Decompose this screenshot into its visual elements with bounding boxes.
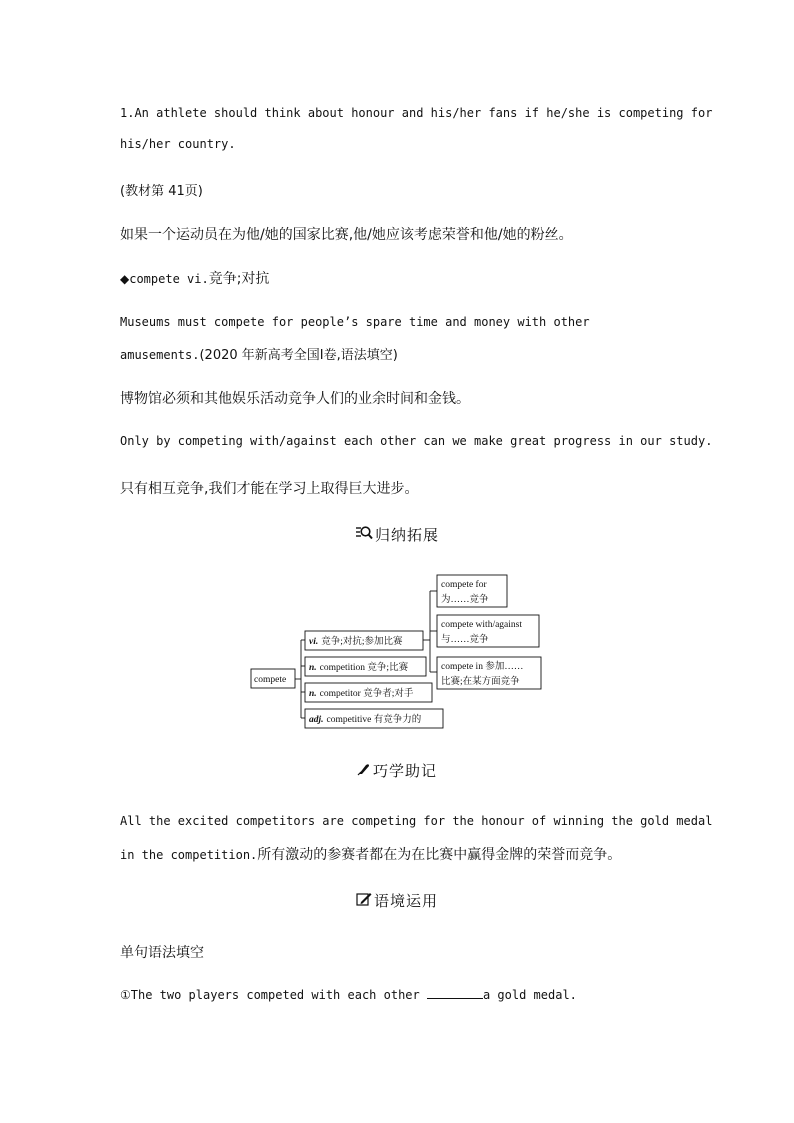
exercise-heading: 单句语法填空 (120, 945, 204, 961)
question-1-suffix: a gold medal. (482, 988, 577, 1002)
source-note: (教材第 41页) (120, 184, 203, 199)
diagram-branch-2: n. competition 竞争;比赛 (309, 663, 409, 673)
diagram-branch-4: adj. competitive 有竞争力的 (309, 715, 422, 725)
vocab-entry (120, 268, 269, 288)
diagram-sub-1-line2: 为……竞争 (441, 595, 489, 605)
diagram-root: compete (254, 675, 287, 685)
section-heading-memory (0, 760, 794, 781)
example-sentence-2-line1: Museums must compete for people’s spare time and money with other (120, 315, 590, 329)
diamond-bullet-icon: ◆ (120, 272, 130, 286)
example-sentence-3: Only by competing with/against each other can we make great progress in our study. (120, 434, 713, 448)
diagram-sub-3-line2: 比赛;在某方面竞争 (441, 677, 520, 687)
section-title-summary: 归纳拓展 (374, 526, 439, 544)
translation-3: 只有相互竞争,我们才能在学习上取得巨大进步。 (120, 481, 419, 497)
exam-source: (2020 年新高考全国Ⅰ卷,语法填空) (199, 348, 398, 363)
section-title-practice: 语境运用 (373, 892, 438, 910)
diagram-branch-3: n. competitor 竞争者;对手 (309, 689, 414, 699)
translation-1: 如果一个运动员在为他/她的国家比赛,他/她应该考虑荣誉和他/她的粉丝。 (120, 227, 573, 243)
memory-sentence-line2 (120, 844, 621, 864)
diagram-sub-1-line1: compete for (441, 580, 487, 590)
diagram-sub-2-line1: compete with/against (441, 620, 522, 630)
answer-blank[interactable] (427, 988, 483, 999)
memory-translation: 所有激动的参赛者都在为在比赛中赢得金牌的荣誉而竞争。 (257, 847, 622, 863)
pencil-icon (356, 892, 372, 910)
memory-sentence-end: in the competition. (120, 848, 258, 862)
diagram-sub-3-line1: compete in 参加…… (441, 662, 524, 672)
word-family-diagram (250, 572, 546, 734)
quill-icon (357, 762, 371, 780)
section-heading-practice (0, 890, 794, 911)
exercise-question-1 (120, 988, 577, 1002)
headword-meaning: 竞争;对抗 (208, 271, 270, 287)
diagram-sub-2-line2: 与……竞争 (441, 635, 489, 645)
example-sentence-2-line2 (120, 344, 398, 364)
example-sentence-1-line2: his/her country. (120, 137, 236, 151)
section-title-memory: 巧学助记 (372, 762, 437, 780)
diagram-branch-1: vi. 竞争;对抗;参加比赛 (309, 637, 403, 647)
memory-sentence-line1: All the excited competitors are competing for the honour of winning the gold medal (120, 814, 713, 828)
example-sentence-1-line1: 1.An athlete should think about honour and his/her fans if he/she is competing for (120, 106, 713, 120)
magnifier-icon (355, 524, 373, 544)
example-sentence-2-end: amusements. (120, 348, 200, 362)
section-heading-summary (0, 524, 794, 545)
question-1-prefix: ①The two players competed with each other (120, 988, 427, 1002)
headword: compete vi. (129, 272, 209, 286)
translation-2: 博物馆必须和其他娱乐活动竞争人们的业余时间和金钱。 (120, 391, 470, 407)
